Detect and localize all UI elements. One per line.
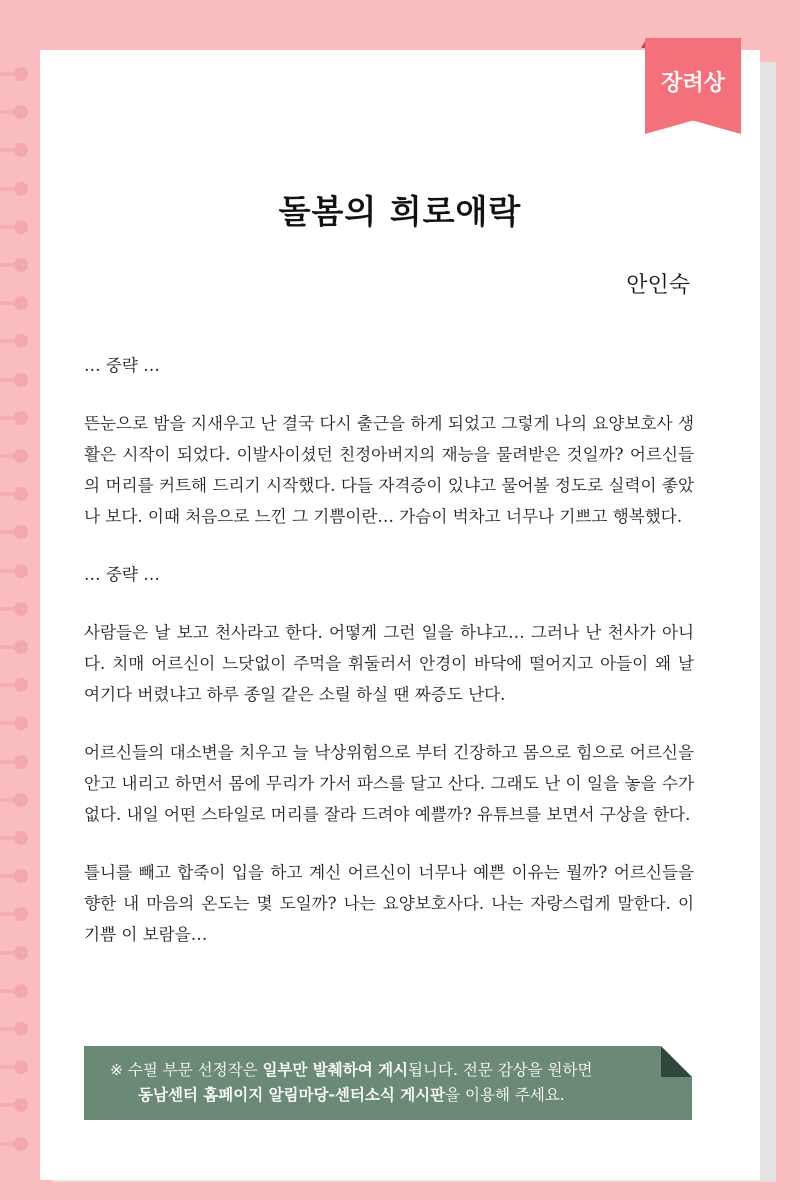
spiral-ring-icon [0, 411, 30, 425]
paragraph: 뜬눈으로 밤을 지새우고 난 결국 다시 출근을 하게 되었고 그렇게 나의 요양보호사 생활은 시작이 되었다. 이발사이셨던 친정아버지의 재능을 물려받은 것일까? 어르신들의 머리를 커트해 드리기 시작했다. 다들 자격증이 있냐고 물어볼 정도로 실력이 좋았나 보다. 이때 처음으로 느낀 그 기쁨이란… 가슴이 벅차고 너무나 기쁘고 행복했다. [84, 414, 694, 526]
spiral-ring-icon [0, 67, 30, 81]
author-name: 안인숙 [626, 273, 690, 298]
award-label: 장려상 [661, 71, 725, 96]
ellipsis-marker: … 중략 … [84, 565, 160, 584]
spiral-ring-icon [0, 564, 30, 578]
spiral-ring-icon [0, 1098, 30, 1112]
paragraph: 사람들은 날 보고 천사라고 한다. 어떻게 그런 일을 하냐고… 그러나 난 천사가 아니다. 치매 어르신이 느닷없이 주먹을 휘둘러서 안경이 바닥에 떨어지고 아들이 왜 날 여기다 버렸냐고 하루 종일 같은 소릴 하실 땐 짜증도 난다. [84, 623, 694, 704]
spiral-ring-icon [0, 678, 30, 692]
award-ribbon [645, 38, 741, 134]
spiral-ring-icon [0, 182, 30, 196]
spiral-ring-icon [0, 1060, 30, 1074]
notice-text [110, 1058, 670, 1108]
spiral-ring-icon [0, 373, 30, 387]
spiral-ring-icon [0, 602, 30, 616]
spiral-ring-icon [0, 487, 30, 501]
spiral-ring-icon [0, 1137, 30, 1151]
notice-line-2 [110, 1083, 670, 1108]
spiral-ring-icon [0, 907, 30, 921]
spiral-ring-icon [0, 1022, 30, 1036]
spiral-binding [0, 0, 40, 1200]
spiral-ring-icon [0, 831, 30, 845]
spiral-ring-icon [0, 449, 30, 463]
ellipsis-marker: … 중략 … [84, 356, 160, 375]
spiral-ring-icon [0, 525, 30, 539]
spiral-ring-icon [0, 296, 30, 310]
spiral-ring-icon [0, 946, 30, 960]
notice-text-part: 됩니다. 전문 감상을 원하면 [408, 1061, 593, 1079]
paragraph: 틀니를 빼고 합죽이 입을 하고 계신 어르신이 너무나 예쁜 이유는 뭘까? 어르신들을 향한 내 마음의 온도는 몇 도일까? 나는 요양보호사다. 나는 자랑스럽게 말한다. 이 기쁨 이 보람을… [84, 863, 694, 944]
paragraph: 어르신들의 대소변을 치우고 늘 낙상위험으로 부터 긴장하고 몸으로 힘으로 어르신을 안고 내리고 하면서 몸에 무리가 가서 파스를 달고 산다. 그래도 난 이 일을 놓을 수가 없다. 내일 어떤 스타일로 머리를 잘라 드려야 예쁠까? 유튜브를 보면서 구상을 한다. [84, 743, 694, 824]
notice-text-bold: 일부만 발췌하여 게시 [262, 1061, 409, 1079]
spiral-ring-icon [0, 793, 30, 807]
spiral-ring-icon [0, 105, 30, 119]
spiral-ring-icon [0, 143, 30, 157]
notice-text-part: 을 이용해 주세요. [445, 1086, 565, 1104]
spiral-ring-icon [0, 869, 30, 883]
notice-text-bold: 동남센터 홈페이지 알림마당-센터소식 게시판 [138, 1086, 446, 1104]
essay-title: 돌봄의 희로애락 [278, 192, 522, 231]
spiral-ring-icon [0, 716, 30, 730]
notice-text-part: ※ 수필 부문 선정작은 [110, 1061, 263, 1079]
spiral-ring-icon [0, 220, 30, 234]
essay-body [84, 350, 694, 977]
spiral-ring-icon [0, 640, 30, 654]
spiral-ring-icon [0, 984, 30, 998]
spiral-ring-icon [0, 258, 30, 272]
spiral-ring-icon [0, 755, 30, 769]
spiral-ring-icon [0, 334, 30, 348]
